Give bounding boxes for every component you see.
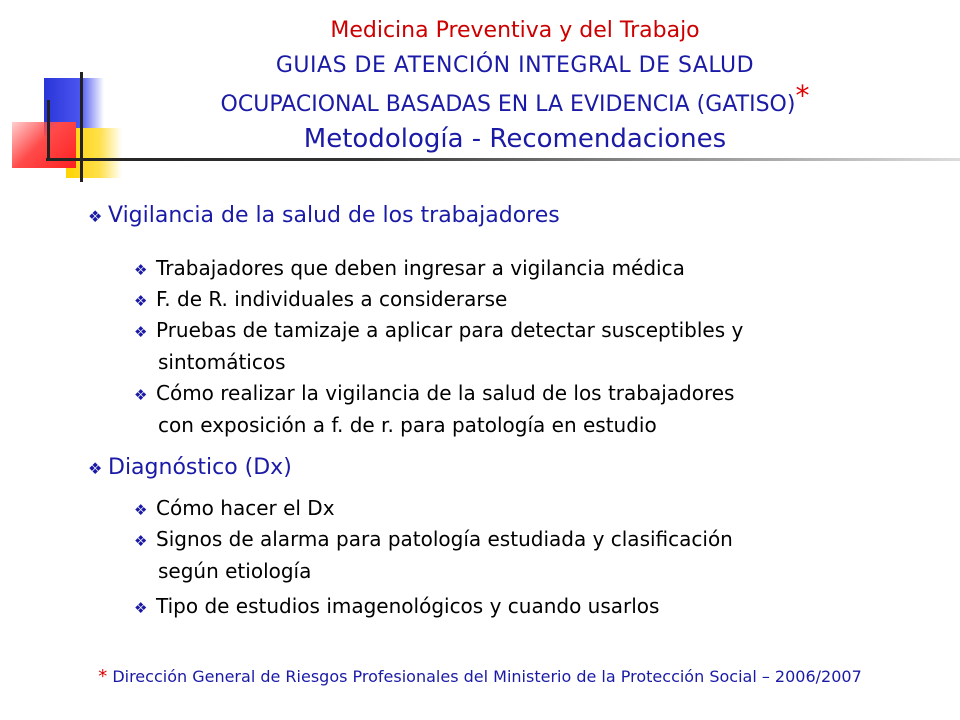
- header-line-3: [120, 79, 910, 117]
- header-line-1: Medicina Preventiva y del Trabajo: [330, 18, 700, 43]
- list-item: [134, 315, 743, 377]
- list-item-text: Cómo hacer el Dx: [156, 496, 335, 520]
- diamond-bullet-icon: ❖: [134, 532, 148, 550]
- section-heading: [88, 203, 560, 228]
- diamond-bullet-icon: ❖: [134, 386, 148, 404]
- list-item: [134, 493, 335, 525]
- section-title: Diagnóstico (Dx): [108, 455, 292, 480]
- list-item-continuation: con exposición a f. de r. para patología en estudio: [158, 413, 657, 437]
- vertical-line: [47, 100, 50, 160]
- red-square: [12, 122, 76, 168]
- list-item: [134, 524, 733, 586]
- diamond-bullet-icon: ❖: [88, 459, 103, 478]
- vertical-line: [80, 72, 83, 182]
- corner-decoration: [0, 0, 140, 200]
- list-item-text: Trabajadores que deben ingresar a vigilancia médica: [156, 256, 685, 280]
- footnote-marker: *: [98, 666, 108, 687]
- header-divider: [46, 158, 960, 161]
- section-title: Vigilancia de la salud de los trabajadores: [108, 203, 560, 228]
- footnote-text: Dirección General de Riesgos Profesionales del Ministerio de la Protección Social – 2006/2007: [112, 667, 862, 686]
- diamond-bullet-icon: ❖: [88, 207, 103, 226]
- list-item-text: Cómo realizar la vigilancia de la salud de los trabajadores: [156, 381, 735, 405]
- diamond-bullet-icon: ❖: [134, 292, 148, 310]
- diamond-bullet-icon: ❖: [134, 501, 148, 519]
- list-item: [134, 591, 659, 623]
- list-item: [134, 253, 685, 285]
- list-item-continuation: según etiología: [158, 559, 312, 583]
- diamond-bullet-icon: ❖: [134, 599, 148, 617]
- list-item: [134, 378, 734, 440]
- header-line-2: GUIAS DE ATENCIÓN INTEGRAL DE SALUD: [275, 53, 755, 78]
- footnote-marker: *: [795, 79, 810, 112]
- footnote: [0, 666, 960, 687]
- header-line-3-text: OCUPACIONAL BASADAS EN LA EVIDENCIA (GATISO): [220, 92, 796, 117]
- list-item-text: Signos de alarma para patología estudiada y clasificación: [156, 527, 733, 551]
- diamond-bullet-icon: ❖: [134, 323, 148, 341]
- list-item: [134, 284, 507, 316]
- diamond-bullet-icon: ❖: [134, 261, 148, 279]
- list-item-text: Tipo de estudios imagenológicos y cuando usarlos: [156, 594, 660, 618]
- list-item-text: Pruebas de tamizaje a aplicar para detectar susceptibles y: [156, 318, 744, 342]
- list-item-continuation: sintomáticos: [158, 350, 286, 374]
- list-item-text: F. de R. individuales a considerarse: [156, 287, 508, 311]
- slide-title: Metodología - Recomendaciones: [303, 124, 727, 154]
- section-heading: [88, 455, 292, 480]
